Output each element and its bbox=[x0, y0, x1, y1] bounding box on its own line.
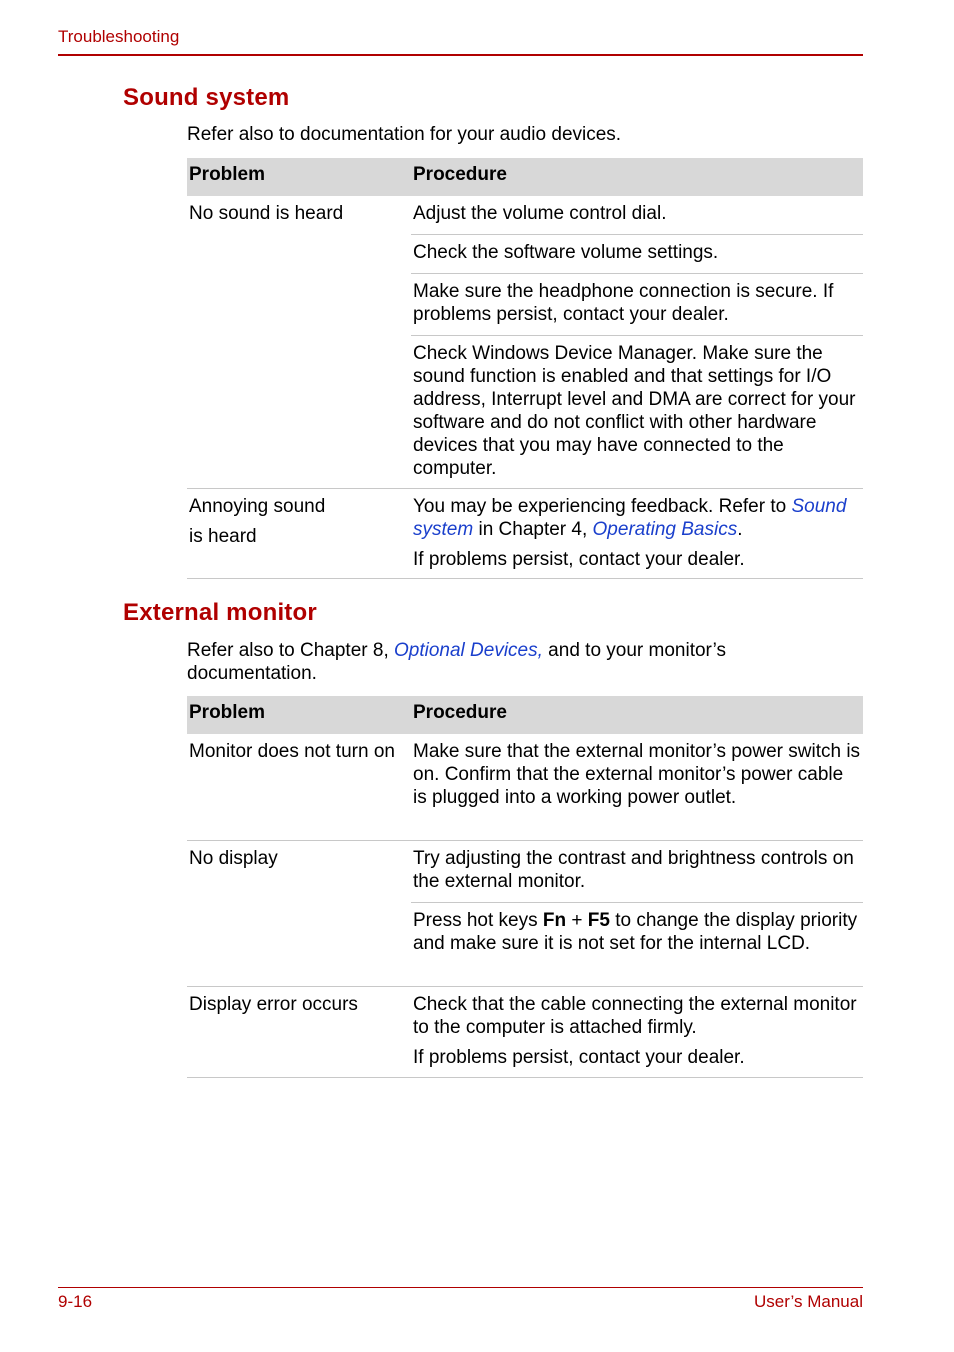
link-optional-devices[interactable]: Optional Devices, bbox=[394, 640, 543, 661]
table-row bbox=[187, 987, 863, 1078]
monitor-intro bbox=[187, 639, 797, 685]
intro-text: and to your monitor’s documentation. bbox=[187, 640, 726, 684]
procedure-paragraph: If problems persist, contact your dealer. bbox=[413, 549, 745, 570]
footer-rule bbox=[58, 1287, 863, 1288]
table-header-row bbox=[187, 696, 863, 734]
sound-table bbox=[187, 158, 863, 579]
problem-line: is heard bbox=[189, 526, 257, 547]
table-header-row bbox=[187, 158, 863, 196]
procedure-text: to change the display priority and make sure it is not set for the internal LCD. bbox=[413, 910, 858, 954]
page-number: 9-16 bbox=[58, 1292, 93, 1311]
procedure-cell: Make sure the headphone connection is secure. If problems persist, contact your dealer. bbox=[411, 274, 863, 336]
table-row bbox=[187, 489, 863, 579]
procedure-cell: Check Windows Device Manager. Make sure the sound function is enabled and that settings for I/O address, Interrupt level and DMA are correct for your software and do not conflict with other hardware devices that you may have connected to the computer. bbox=[411, 336, 863, 489]
procedure-text: Press hot keys bbox=[413, 910, 543, 931]
procedure-paragraph: Check that the cable connecting the external monitor to the computer is attached firmly. bbox=[413, 994, 857, 1038]
procedure-text: . bbox=[737, 519, 743, 540]
procedure-cell: Try adjusting the contrast and brightness controls on the external monitor. bbox=[411, 841, 863, 903]
procedure-text: You may be experiencing feedback. Refer to bbox=[413, 496, 792, 517]
procedure-text: in Chapter 4, bbox=[473, 519, 593, 540]
problem-cell: No sound is heard bbox=[187, 196, 411, 489]
problem-cell: No display bbox=[187, 841, 411, 987]
procedure-paragraph: If problems persist, contact your dealer. bbox=[413, 1047, 745, 1068]
problem-line: Annoying sound bbox=[189, 496, 326, 517]
header-rule bbox=[58, 54, 863, 56]
column-header-procedure: Procedure bbox=[411, 696, 863, 734]
monitor-table bbox=[187, 696, 863, 1078]
problem-cell: Monitor does not turn on bbox=[187, 734, 411, 841]
procedure-cell: Check the software volume settings. bbox=[411, 235, 863, 274]
sound-intro: Refer also to documentation for your audio devices. bbox=[187, 124, 622, 145]
manual-title: User’s Manual bbox=[754, 1292, 863, 1311]
hotkey-fn: Fn bbox=[542, 910, 567, 931]
column-header-problem: Problem bbox=[187, 696, 411, 734]
procedure-cell bbox=[411, 987, 863, 1078]
section-title-sound-system: Sound system bbox=[123, 84, 290, 111]
procedure-text: + bbox=[566, 910, 588, 931]
procedure-paragraph bbox=[413, 495, 861, 541]
intro-text: Refer also to Chapter 8, bbox=[187, 640, 394, 661]
table-row bbox=[187, 841, 863, 903]
problem-cell bbox=[187, 489, 411, 579]
table-row bbox=[187, 196, 863, 235]
column-header-procedure: Procedure bbox=[411, 158, 863, 196]
table-row bbox=[187, 734, 863, 841]
link-sound-system[interactable]: Sound system bbox=[413, 496, 847, 540]
procedure-cell: Make sure that the external monitor’s power switch is on. Confirm that the external monitor’s power cable is plugged into a working power outlet. bbox=[411, 734, 863, 841]
procedure-cell: Adjust the volume control dial. bbox=[411, 196, 863, 235]
problem-cell: Display error occurs bbox=[187, 987, 411, 1078]
running-head: Troubleshooting bbox=[58, 27, 180, 46]
link-operating-basics[interactable]: Operating Basics bbox=[592, 519, 738, 540]
hotkey-f5: F5 bbox=[587, 910, 610, 931]
section-title-external-monitor: External monitor bbox=[123, 599, 317, 626]
procedure-cell bbox=[411, 903, 863, 987]
procedure-cell bbox=[411, 489, 863, 579]
column-header-problem: Problem bbox=[187, 158, 411, 196]
